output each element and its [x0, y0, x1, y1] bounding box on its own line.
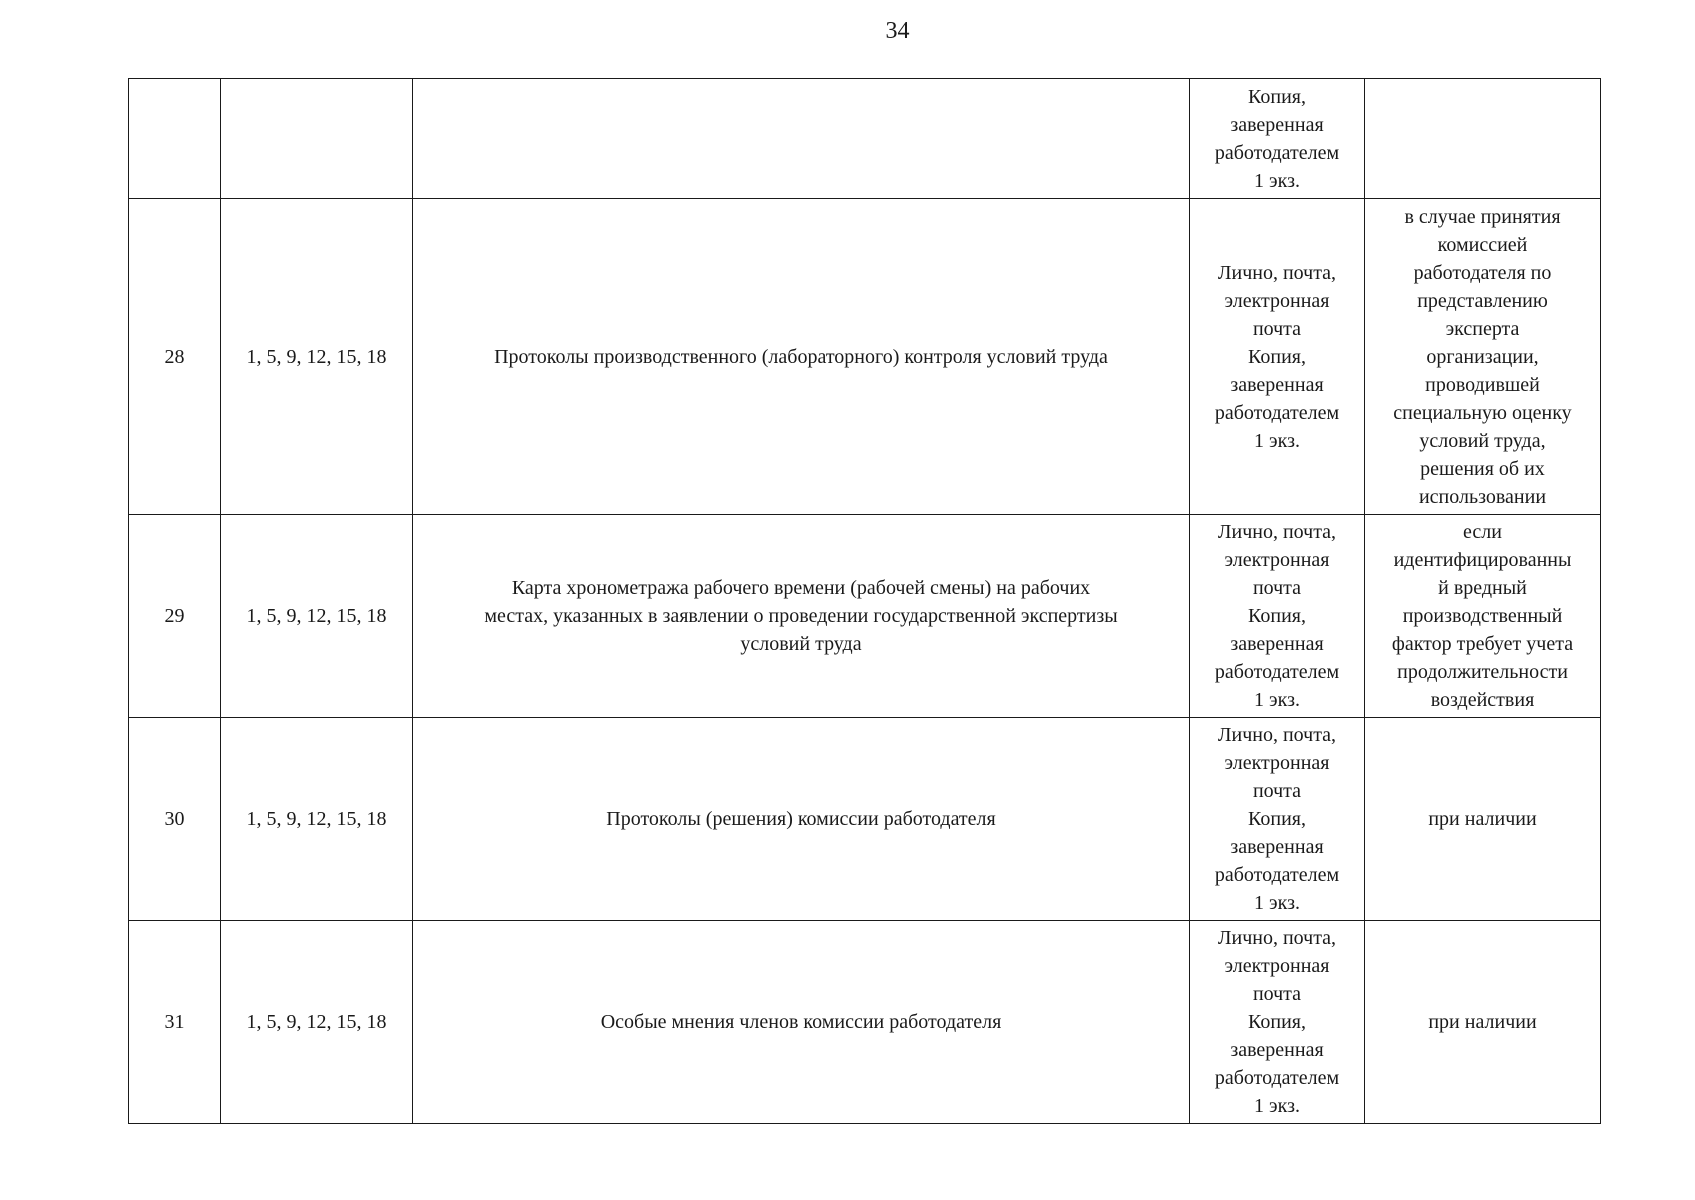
table-row	[129, 718, 1601, 921]
document-name-cell: Протоколы (решения) комиссии работодателя	[413, 718, 1190, 921]
document-name-cell: Протоколы производственного (лабораторного) контроля условий труда	[413, 199, 1190, 515]
row-number-cell: 29	[129, 515, 221, 718]
documents-table	[128, 78, 1601, 1124]
items-cell: 1, 5, 9, 12, 15, 18	[221, 199, 413, 515]
items-cell: 1, 5, 9, 12, 15, 18	[221, 718, 413, 921]
note-cell: при наличии	[1365, 921, 1601, 1124]
document-name-cell: Особые мнения членов комиссии работодателя	[413, 921, 1190, 1124]
note-cell: при наличии	[1365, 718, 1601, 921]
note-cell: в случае принятия комиссией работодателя по представлению эксперта организации, проводившей специальную оценку условий труда, решения об их использовании	[1365, 199, 1601, 515]
page-number: 34	[885, 18, 910, 44]
note-cell	[1365, 79, 1601, 199]
items-cell: 1, 5, 9, 12, 15, 18	[221, 921, 413, 1124]
row-number-cell: 28	[129, 199, 221, 515]
table-row	[129, 921, 1601, 1124]
table-row	[129, 79, 1601, 199]
document-name-cell: Карта хронометража рабочего времени (рабочей смены) на рабочих местах, указанных в заявлении о проведении государственной экспертизы условий труда	[413, 515, 1190, 718]
row-number-cell: 30	[129, 718, 221, 921]
items-cell: 1, 5, 9, 12, 15, 18	[221, 515, 413, 718]
submission-method-cell: Копия, заверенная работодателем 1 экз.	[1190, 79, 1365, 199]
row-number-cell	[129, 79, 221, 199]
submission-method-cell: Лично, почта, электронная почта Копия, заверенная работодателем 1 экз.	[1190, 515, 1365, 718]
note-cell: если идентифицированны й вредный производственный фактор требует учета продолжительности воздействия	[1365, 515, 1601, 718]
table-row	[129, 515, 1601, 718]
submission-method-cell: Лично, почта, электронная почта Копия, заверенная работодателем 1 экз.	[1190, 718, 1365, 921]
submission-method-cell: Лично, почта, электронная почта Копия, заверенная работодателем 1 экз.	[1190, 199, 1365, 515]
document-name-cell	[413, 79, 1190, 199]
items-cell	[221, 79, 413, 199]
row-number-cell: 31	[129, 921, 221, 1124]
submission-method-cell: Лично, почта, электронная почта Копия, заверенная работодателем 1 экз.	[1190, 921, 1365, 1124]
table-row	[129, 199, 1601, 515]
